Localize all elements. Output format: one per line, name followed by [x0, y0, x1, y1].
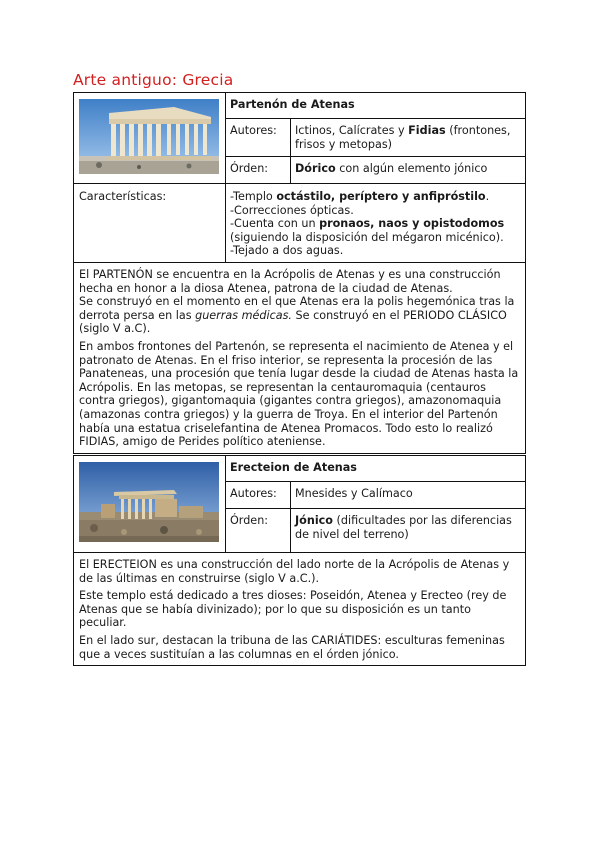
partenon-description-row — [74, 263, 525, 453]
order-label: Órden: — [226, 509, 291, 552]
order-rest: (dificultades por las diferencias de nivel del terreno) — [295, 514, 512, 541]
partenon-info — [226, 93, 525, 183]
partenon-order-row — [226, 157, 525, 183]
erecteion-paragraph-3: En el lado sur, destacan la tribuna de las CARIÁTIDES: esculturas femeninas que a veces sustituían a las columnas en el órden jónico. — [79, 633, 505, 661]
char3-pre: -Cuenta con un — [230, 217, 320, 231]
char1-post: . — [485, 190, 490, 203]
partenon-authors-value — [291, 119, 525, 156]
partenon-description — [74, 263, 525, 453]
erecteion-photo — [79, 462, 219, 542]
authors-label: Autores: — [226, 119, 291, 156]
erecteion-title: Erecteion de Atenas — [226, 456, 525, 482]
erecteion-description-row — [74, 553, 525, 665]
characteristic-item: -Tejado a dos aguas. — [230, 244, 344, 258]
authors-label: Autores: — [226, 482, 291, 508]
characteristics-label: Características: — [74, 184, 226, 262]
partenon-image-cell — [74, 93, 226, 183]
order-main: Jónico — [295, 514, 333, 527]
partenon-table — [73, 92, 526, 454]
partenon-paragraph-2: En ambos frontones del Partenón, se representa el nacimiento de Atenea y el patronato de Atenas. En el friso interior, se representa la procesión de las Panateneas, una procesión que tenía lugar desde la ciudad de Atenas hasta la Acrópolis. En las metopas, se representan la centauromaquia (centauros contra griegos), gigantomaquia (gigantes contra griegos), amazonomaquia (amazonas contra griegos) y la guerra de Troya. En el interior del Partenón había una estatua criselefantina de Atenea Promacos. Todo esto lo realizó FIDIAS, amigo de Perides político ateniense. — [79, 339, 519, 449]
erecteion-authors-row — [226, 482, 525, 509]
authors-rest: (frontones, frisos y metopas) — [295, 124, 511, 151]
partenon-title: Partenón de Atenas — [226, 93, 525, 119]
char1-bold: octástilo, períptero y anfipróstilo — [276, 190, 486, 203]
page-title: Arte antiguo: Grecia — [73, 71, 234, 89]
paragraph-italic: guerras médicas. — [195, 308, 292, 322]
paragraph-text: Se construyó en el momento en el que Atenas era la polis hegemónica tras la derrota persa en las — [79, 295, 515, 322]
characteristic-item — [230, 217, 521, 244]
partenon-authors-row — [226, 119, 525, 157]
partenon-characteristics-row — [74, 184, 525, 263]
partenon-photo — [79, 99, 219, 174]
erecteion-info — [226, 456, 525, 552]
erecteion-order-row — [226, 509, 525, 552]
characteristic-item — [230, 190, 521, 204]
partenon-order-value — [291, 157, 525, 183]
char3-post: (siguiendo la disposición del mégaron micénico). — [230, 230, 504, 244]
partenon-paragraph-1 — [79, 268, 520, 336]
erecteion-description — [74, 553, 525, 665]
order-main: Dórico — [295, 162, 336, 175]
erecteion-header-row — [74, 456, 525, 553]
erecteion-image-cell — [74, 456, 226, 552]
order-label: Órden: — [226, 157, 291, 183]
erecteion-authors-value: Mnesides y Calímaco — [295, 487, 413, 500]
erecteion-paragraph-2: Este templo está dedicado a tres dioses: Poseidón, Atenea y Erecteo (rey de Atenas que se había divinizado); por lo que su disposición es un tanto peculiar. — [79, 589, 507, 630]
erecteion-order-value — [291, 509, 525, 552]
partenon-header-row — [74, 93, 525, 184]
erecteion-table — [73, 455, 526, 666]
erecteion-paragraph-1: El ERECTEION es una construcción del lado norte de la Acrópolis de Atenas y de las últimas en construirse (siglo V a.C.). — [79, 558, 510, 585]
paragraph-text: El PARTENÓN se encuentra en la Acrópolis de Atenas y es una construcción hecha en honor a la diosa Atenea, patrona de la ciudad de Atenas. — [79, 267, 501, 295]
characteristic-item: -Correcciones ópticas. — [230, 203, 354, 217]
char1-pre: -Templo — [230, 190, 277, 203]
characteristics-list — [226, 184, 525, 262]
authors-names: Ictinos, Calícrates y — [295, 124, 409, 137]
paragraph-text: Se construyó en el PERIODO CLÁSICO (siglo V a.C). — [79, 308, 507, 336]
authors-fidias: Fidias — [408, 124, 446, 137]
order-rest: con algún elemento jónico — [335, 162, 488, 175]
char3-bold: pronaos, naos y opistodomos — [319, 217, 505, 231]
